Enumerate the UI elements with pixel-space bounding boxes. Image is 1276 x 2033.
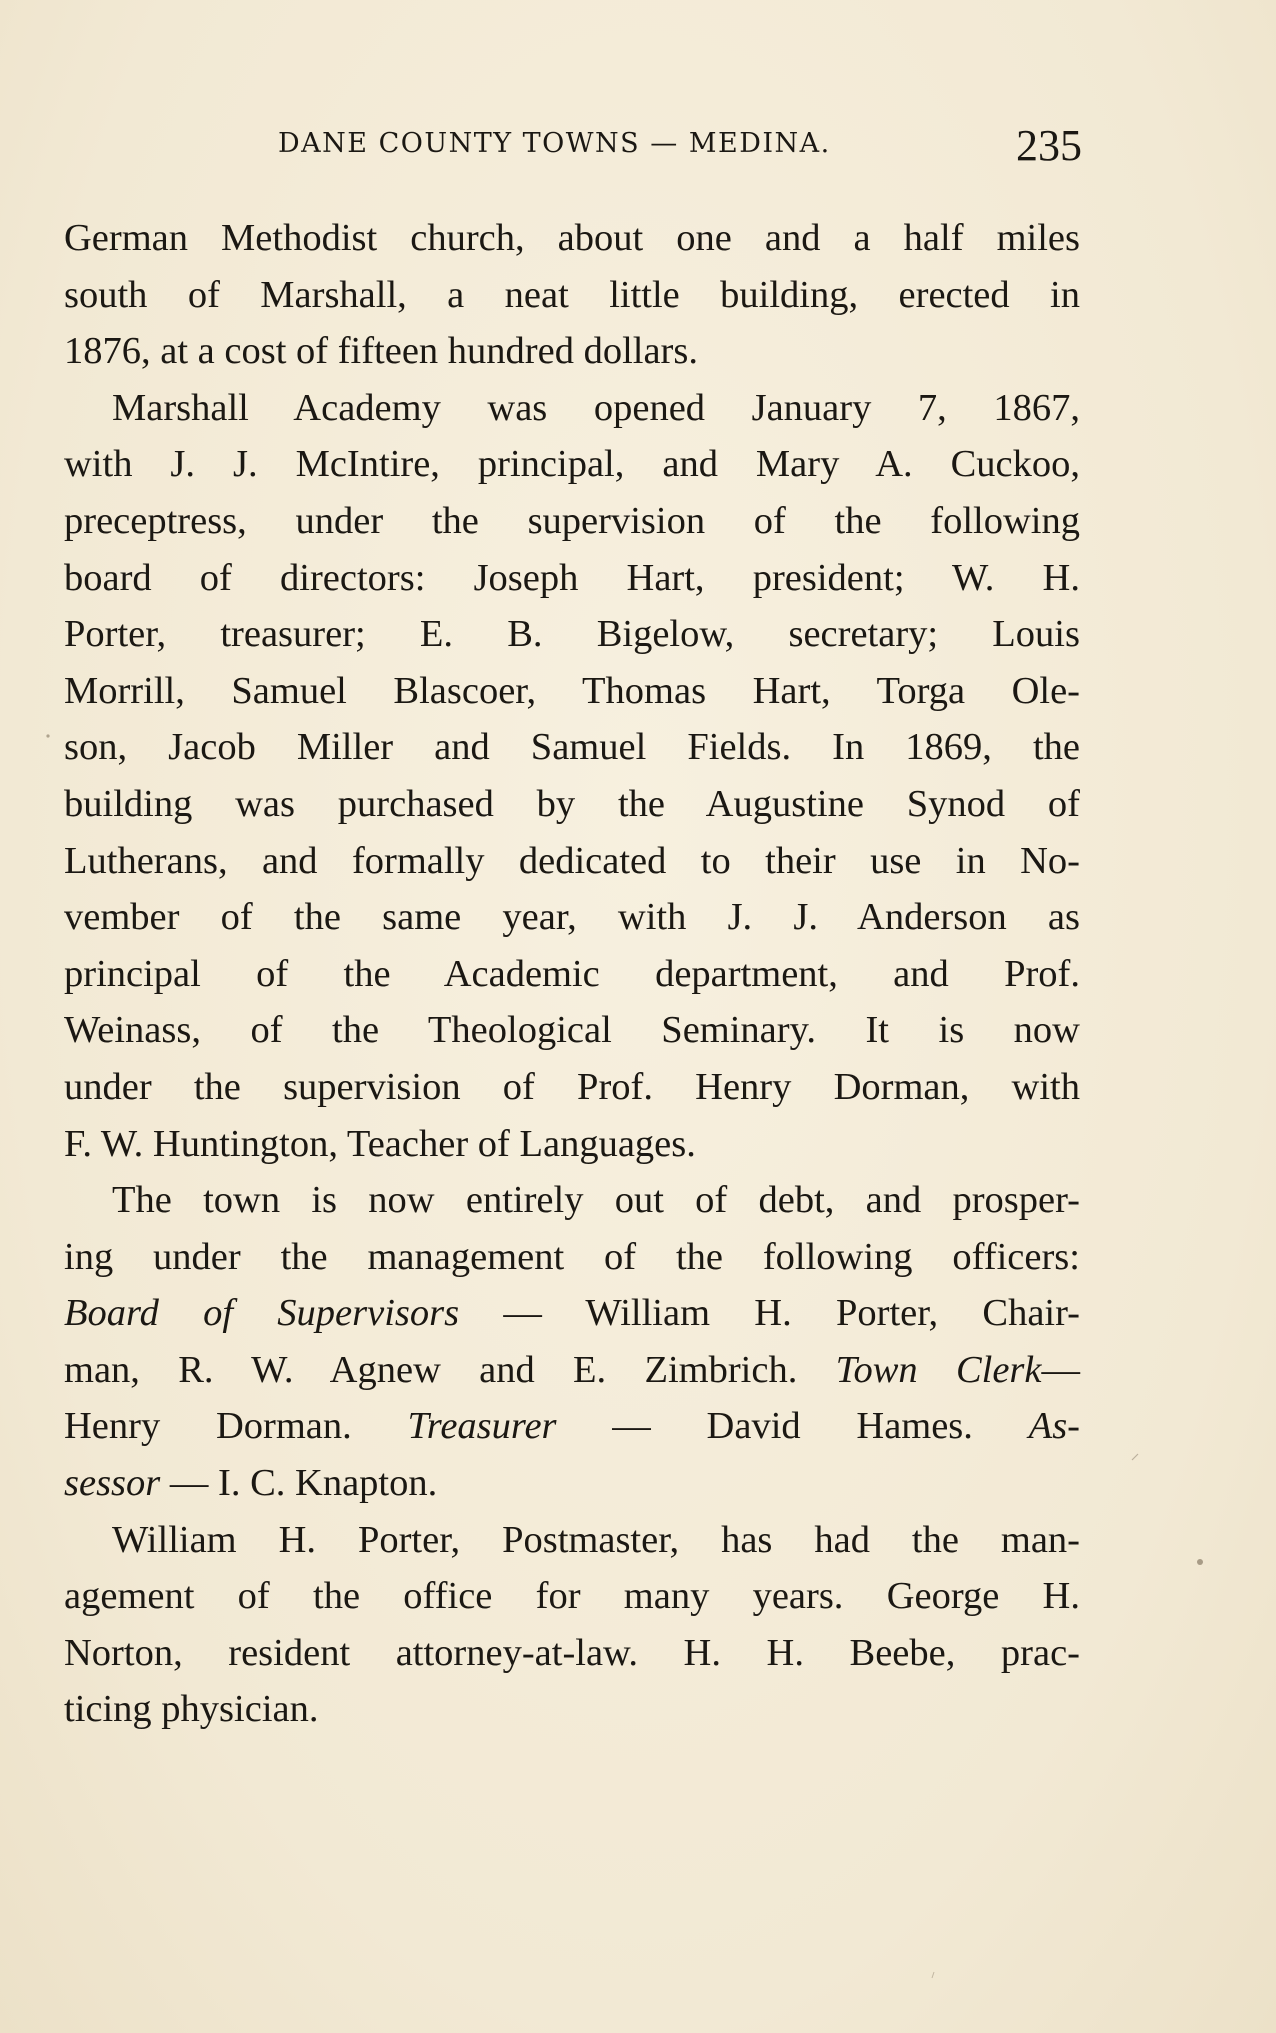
text-line: with J. J. McIntire, principal, and Mary A. Cuckoo, <box>64 443 1080 486</box>
text-line <box>64 1455 1080 1512</box>
text-line: agement of the office for many years. George H. <box>64 1575 1080 1618</box>
text-line: preceptress, under the supervision of the following <box>64 499 1080 542</box>
text-run: — <box>1041 1348 1080 1391</box>
text-line: William H. Porter, Postmaster, has had the man- <box>112 1518 1080 1561</box>
text-line: F. W. Huntington, Teacher of Languages. <box>64 1122 696 1165</box>
text-line: building was purchased by the Augustine Synod of <box>64 782 1080 825</box>
running-head <box>64 122 1080 172</box>
text-run: — David Hames. <box>556 1405 1029 1448</box>
officer-title: Board of Supervisors <box>64 1292 460 1335</box>
text-line: German Methodist church, about one and a half miles <box>64 217 1080 259</box>
paragraph <box>64 1512 1080 1738</box>
text-line: principal of the Academic department, and Prof. <box>64 952 1080 995</box>
text-line: son, Jacob Miller and Samuel Fields. In 1869, the <box>64 726 1080 769</box>
text-line: Weinass, of the Theological Seminary. It is now <box>64 1009 1080 1052</box>
text-run: — I. C. Knapton. <box>160 1462 438 1505</box>
text-line <box>64 1398 1080 1455</box>
running-title: DANE COUNTY TOWNS — MEDINA. <box>278 128 831 159</box>
text-line: board of directors: Joseph Hart, president; W. H. <box>64 556 1080 599</box>
text-line: Norton, resident attorney-at-law. H. H. Beebe, prac- <box>64 1631 1080 1674</box>
officer-title: Town Clerk <box>835 1348 1042 1391</box>
text-line: Lutherans, and formally dedicated to their use in No- <box>64 839 1080 882</box>
text-line: ing under the management of the following officers: <box>64 1235 1080 1278</box>
text-run: — William H. Porter, Chair- <box>459 1292 1080 1335</box>
text-line: The town is now entirely out of debt, and prosper- <box>112 1179 1080 1222</box>
body-text <box>64 210 1080 1738</box>
text-line: Morrill, Samuel Blascoer, Thomas Hart, Torga Ole- <box>64 669 1080 712</box>
text-line: Porter, treasurer; E. B. Bigelow, secretary; Louis <box>64 613 1080 656</box>
text-line: vember of the same year, with J. J. Anderson as <box>64 896 1080 939</box>
text-run: man, R. W. Agnew and E. Zimbrich. <box>64 1348 836 1391</box>
text-line: under the supervision of Prof. Henry Dorman, with <box>64 1065 1080 1108</box>
paragraph <box>64 210 1080 380</box>
text-line: south of Marshall, a neat little building, erected in <box>64 273 1080 316</box>
text-line <box>64 1342 1080 1399</box>
text-line: Marshall Academy was opened January 7, 1867, <box>112 386 1080 429</box>
text-line: ticing physician. <box>64 1688 319 1731</box>
paragraph <box>64 1172 1080 1512</box>
text-line: 1876, at a cost of fifteen hundred dollars. <box>64 330 698 373</box>
text-line <box>64 1285 1080 1342</box>
paragraph <box>64 380 1080 1172</box>
officer-title: sessor <box>64 1462 161 1505</box>
page-number: 235 <box>1016 121 1082 170</box>
officer-title: Treasurer <box>407 1405 557 1448</box>
officer-title: As- <box>1028 1405 1080 1448</box>
text-run: Henry Dorman. <box>64 1405 408 1448</box>
